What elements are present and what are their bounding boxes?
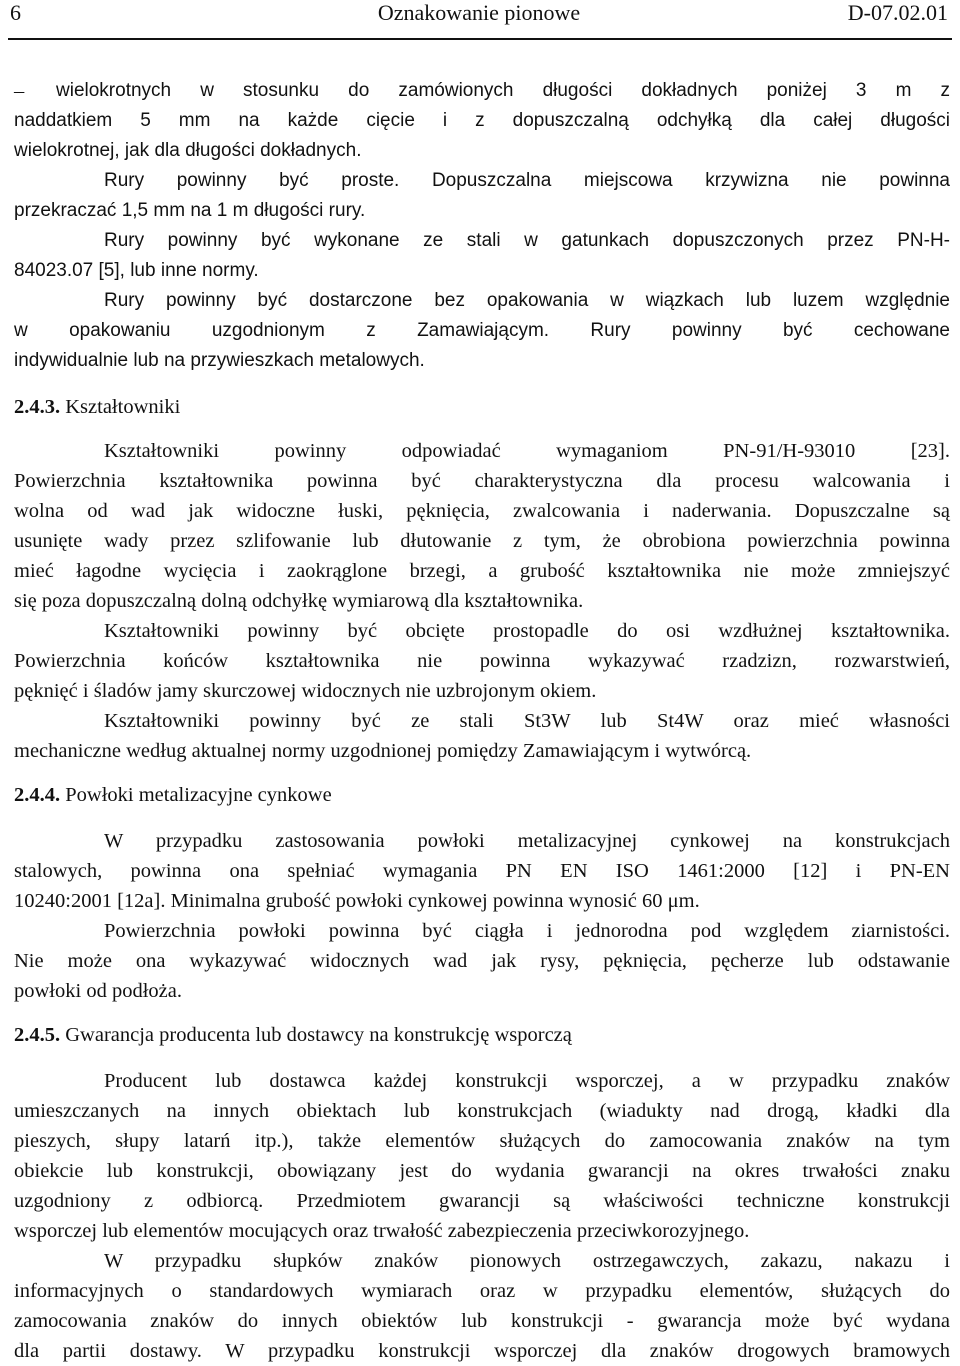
paragraph-line: Rury powinny być proste. Dopuszczalna miejscowa krzywizna nie powinna bbox=[104, 170, 950, 191]
section-heading-2-4-4 bbox=[14, 780, 950, 810]
paragraph-line: Rury powinny być dostarczone bez opakowania w wiązkach lub luzem względnie bbox=[104, 290, 950, 311]
paragraph-line: mechaniczne według aktualnej normy uzgodnionej pomiędzy Zamawiającym i wytwórcą. bbox=[14, 740, 752, 762]
document-code: D-07.02.01 bbox=[847, 0, 948, 25]
paragraph-line: Rury powinny być wykonane ze stali w gatunkach dopuszczonych przez PN-H- bbox=[104, 230, 950, 251]
paragraph-line: informacyjnych o standardowych wymiarach oraz w przypadku elementów, służących do bbox=[14, 1280, 950, 1302]
paragraph-line: wielokrotnych w stosunku do zamówionych długości dokładnych poniżej 3 m z bbox=[56, 80, 950, 101]
paragraph-line: Kształtowniki powinny odpowiadać wymaganiom PN-91/H-93010 [23]. bbox=[104, 440, 950, 462]
paragraph-line: powłoki od podłoża. bbox=[14, 980, 182, 1002]
section-heading-2-4-3 bbox=[14, 392, 950, 422]
paragraph-line: pieszych, słupy latarń itp.), także elementów służących do zamocowania znaków na tym bbox=[14, 1130, 950, 1152]
paragraph-line: naddatkiem 5 mm na każde cięcie i z dopuszczalną odchyłką dla całej długości bbox=[14, 110, 950, 131]
header-rule bbox=[8, 38, 952, 40]
paragraph-line: obiekcie lub konstrukcji, obowiązany jest do wydania gwarancji na okres trwałości znaku bbox=[14, 1160, 950, 1182]
header-title: Oznakowanie pionowe bbox=[377, 0, 581, 25]
paragraph-line: stalowych, powinna ona spełniać wymagania PN EN ISO 1461:2000 [12] i PN-EN bbox=[14, 860, 950, 882]
paragraph-line: Powierzchnia kształtownika powinna być charakterystyczna dla procesu walcowania i bbox=[14, 470, 950, 492]
paragraph-line: wsporczej lub elementów mocujących oraz trwałość zabezpieczenia przeciwkorozyjnego. bbox=[14, 1220, 750, 1242]
paragraph-line: indywidualnie lub na przywieszkach metalowych. bbox=[14, 350, 425, 371]
section-number: 2.4.5. bbox=[14, 1024, 61, 1046]
page-number: 6 bbox=[10, 0, 21, 25]
page-header bbox=[10, 0, 948, 30]
paragraph-line: uzgodniony z odbiorcą. Przedmiotem gwarancji są właściwości techniczne konstrukcji bbox=[14, 1190, 950, 1212]
paragraph-line: Producent lub dostawca każdej konstrukcji wsporczej, a w przypadku znaków bbox=[104, 1070, 950, 1092]
section-title: Kształtowniki bbox=[65, 396, 181, 418]
paragraph-line: mieć łagodne wycięcia i zaokrąglone brzegi, a grubość kształtownika nie może zmniejszyć bbox=[14, 560, 950, 582]
list-dash: – bbox=[14, 80, 25, 102]
paragraph-line: Powierzchnia powłoki powinna być ciągła i jednorodna pod względem ziarnistości. bbox=[104, 920, 950, 942]
paragraph-line: umieszczanych na innych obiektach lub konstrukcjach (wiadukty nad drogą, kładki dla bbox=[14, 1100, 950, 1122]
paragraph-line: usunięte wady przez szlifowanie lub dłutowanie z tym, że obrobiona powierzchnia powinna bbox=[14, 530, 950, 552]
paragraph-line: Nie może ona wykazywać widocznych wad jak rysy, pęknięcia, pęcherze lub odstawanie bbox=[14, 950, 950, 972]
paragraph-line: W przypadku słupków znaków pionowych ostrzegawczych, zakazu, nakazu i bbox=[104, 1250, 950, 1272]
paragraph-line: Powierzchnia końców kształtownika nie powinna wykazywać rzadzizn, rozwarstwień, bbox=[14, 650, 950, 672]
paragraph-line: dla partii dostawy. W przypadku konstrukcji wsporczej dla znaków drogowych bramowych bbox=[14, 1340, 950, 1362]
paragraph-line: przekraczać 1,5 mm na 1 m długości rury. bbox=[14, 200, 366, 221]
paragraph-line: się poza dopuszczalną dolną odchyłkę wymiarową dla kształtownika. bbox=[14, 590, 584, 612]
section-heading-2-4-5 bbox=[14, 1020, 950, 1050]
section-number: 2.4.4. bbox=[14, 784, 61, 806]
paragraph-line: zamocowania znaków do innych obiektów lub konstrukcji - gwarancja może być wydana bbox=[14, 1310, 950, 1332]
paragraph-line: Kształtowniki powinny być obcięte prostopadle do osi wzdłużnej kształtownika. bbox=[104, 620, 950, 642]
paragraph-line: W przypadku zastosowania powłoki metalizacyjnej cynkowej na konstrukcjach bbox=[104, 830, 950, 852]
paragraph-line: w opakowaniu uzgodnionym z Zamawiającym. Rury powinny być cechowane bbox=[14, 320, 950, 341]
paragraph-line: Kształtowniki powinny być ze stali St3W lub St4W oraz mieć własności bbox=[104, 710, 950, 732]
paragraph-line: 84023.07 [5], lub inne normy. bbox=[14, 260, 259, 281]
section-title: Powłoki metalizacyjne cynkowe bbox=[65, 784, 332, 806]
paragraph-line: wolna od wad jak widoczne łuski, pęknięcia, zwalcowania i naderwania. Dopuszczalne są bbox=[14, 500, 950, 522]
section-number: 2.4.3. bbox=[14, 396, 61, 418]
paragraph-line: pęknięć i śladów jamy skurczowej widocznych nie uzbrojonym okiem. bbox=[14, 680, 597, 702]
paragraph-line: 10240:2001 [12a]. Minimalna grubość powłoki cynkowej powinna wynosić 60 μm. bbox=[14, 890, 700, 912]
paragraph-line: wielokrotnej, jak dla długości dokładnych. bbox=[14, 140, 362, 161]
section-title: Gwarancja producenta lub dostawcy na konstrukcję wsporczą bbox=[65, 1024, 572, 1046]
